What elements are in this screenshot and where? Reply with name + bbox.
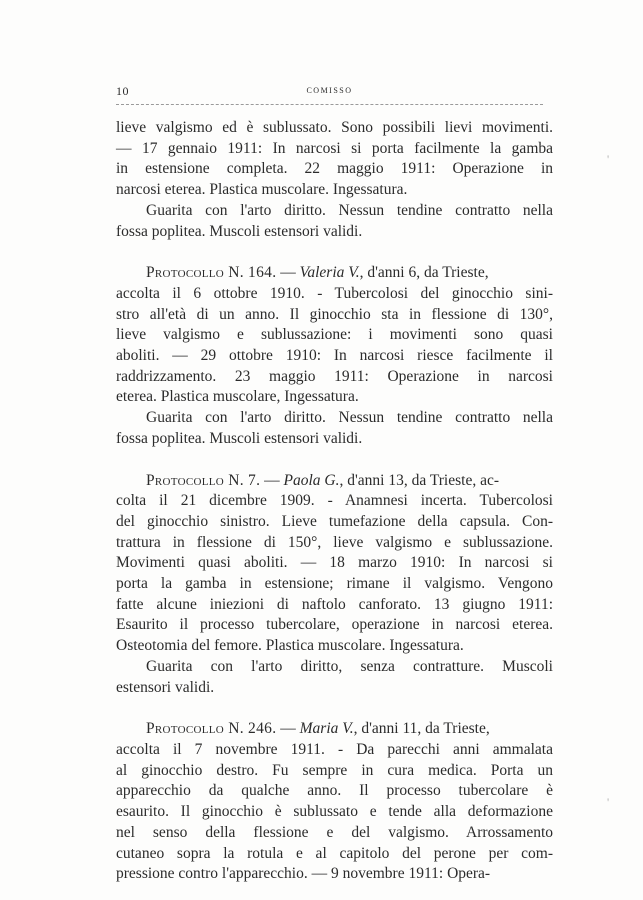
text-paragraph xyxy=(116,657,553,698)
protocol-heading-line xyxy=(116,263,553,284)
paragraph-gap xyxy=(116,450,553,471)
text-line: trattura in flessione di 150°, lieve valgismo e sublussazione. xyxy=(116,533,553,551)
protocol-label: Protocollo N. 164. xyxy=(146,264,277,282)
heading-line-rest: , d'anni 13, da Trieste, ac- xyxy=(339,471,499,489)
page-header xyxy=(116,84,543,104)
text-line: del ginocchio sinistro. Lieve tumefazione della capsula. Con- xyxy=(116,512,553,530)
text-line: fossa poplitea. Muscoli estensori validi. xyxy=(116,429,363,447)
page-number: 10 xyxy=(116,84,129,98)
text-line: aboliti. — 29 ottobre 1910: In narcosi riesce facilmente il xyxy=(116,347,553,365)
dash-separator: — xyxy=(276,264,300,282)
dash-separator: — xyxy=(260,471,284,489)
text-line: Guarita con l'arto diritto. Nessun tendine contratto nella xyxy=(146,409,553,427)
header-rule xyxy=(116,104,543,105)
protocol-label: Protocollo N. 7. xyxy=(146,471,261,489)
text-line: lieve valgismo e sublussazione: i movimenti sono quasi xyxy=(116,326,553,344)
text-line: estensori validi. xyxy=(116,678,215,696)
margin-mark: ' xyxy=(607,152,610,166)
paragraph-gap xyxy=(116,698,553,719)
text-line: nel senso della flessione e del valgismo. Arrossamento xyxy=(116,823,553,841)
page-text xyxy=(116,118,553,885)
text-line: fossa poplitea. Muscoli estensori validi. xyxy=(116,222,363,240)
protocol-paragraph xyxy=(116,471,553,657)
text-line: eterea. Plastica muscolare, Ingessatura. xyxy=(116,388,359,406)
text-line: in estensione completa. 22 maggio 1911: Operazione in xyxy=(116,160,553,178)
text-line: — 17 gennaio 1911: In narcosi si porta facilmente la gamba xyxy=(116,139,553,157)
text-line: colta il 21 dicembre 1909. - Anamnesi incerta. Tubercolosi xyxy=(116,492,553,510)
text-line: esaurito. Il ginocchio è sublussato e tende alla deformazione xyxy=(116,803,553,821)
text-line: accolta il 7 novembre 1911. - Da parecchi anni ammalata xyxy=(116,740,553,758)
text-line: stro all'età di un anno. Il ginocchio sta in flessione di 130°, xyxy=(116,305,553,323)
patient-name: Valeria V. xyxy=(299,264,360,282)
text-paragraph xyxy=(116,201,553,242)
dash-separator: — xyxy=(276,720,300,738)
text-line: pressione contro l'apparecchio. — 9 novembre 1911: Opera- xyxy=(116,865,491,883)
text-line: porta la gamba in estensione; rimane il valgismo. Vengono xyxy=(116,575,553,593)
text-line: cutaneo sopra la rotula e al capitolo del perone per com- xyxy=(116,844,553,862)
running-head: COMISSO xyxy=(306,86,353,95)
heading-line-rest: , d'anni 6, da Trieste, xyxy=(359,264,489,282)
text-line: lieve valgismo ed è sublussato. Sono possibili lievi movimenti. xyxy=(116,119,553,136)
margin-mark: ' xyxy=(607,795,610,809)
patient-name: Paola G. xyxy=(283,471,340,489)
paragraph-gap xyxy=(116,242,553,263)
text-line: narcosi eterea. Plastica muscolare. Ingessatura. xyxy=(116,181,408,199)
text-line: Movimenti quasi aboliti. — 18 marzo 1910: In narcosi si xyxy=(116,554,553,572)
text-line: Guarita con l'arto diritto, senza contratture. Muscoli xyxy=(146,657,553,675)
patient-name: Maria V. xyxy=(299,720,354,738)
text-line: raddrizzamento. 23 maggio 1911: Operazione in narcosi xyxy=(116,367,553,385)
text-line: Osteotomia del femore. Plastica muscolare. Ingessatura. xyxy=(116,637,464,655)
text-line: fatte alcune iniezioni di naftolo canforato. 13 giugno 1911: xyxy=(116,595,553,613)
text-paragraph xyxy=(116,118,553,201)
heading-line-rest: , d'anni 11, da Trieste, xyxy=(353,720,490,738)
protocol-heading-line xyxy=(116,719,553,740)
text-paragraph xyxy=(116,408,553,449)
text-line: Guarita con l'arto diritto. Nessun tendine contratto nella xyxy=(146,201,553,219)
protocol-label: Protocollo N. 246. xyxy=(146,720,277,738)
text-line: apparecchio da qualche anno. Il processo tubercolare è xyxy=(116,782,553,800)
protocol-paragraph xyxy=(116,719,553,885)
protocol-heading-line xyxy=(116,471,553,492)
text-line: Esaurito il processo tubercolare, operazione in narcosi eterea. xyxy=(116,616,553,634)
protocol-paragraph xyxy=(116,263,553,408)
text-line: accolta il 6 ottobre 1910. - Tubercolosi del ginocchio sini- xyxy=(116,284,553,302)
text-line: al ginocchio destro. Fu sempre in cura medica. Porta un xyxy=(116,761,553,779)
